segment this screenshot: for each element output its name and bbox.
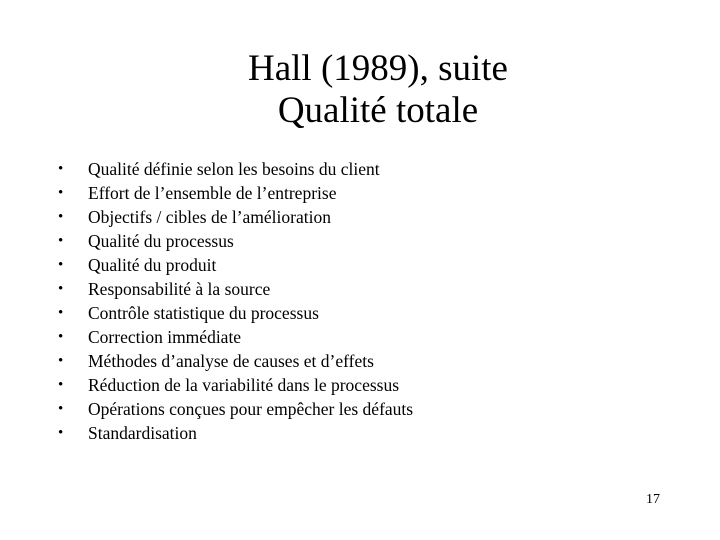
slide-title <box>0 48 720 132</box>
bullet-text: Qualité du processus <box>88 231 234 251</box>
bullet-text: Réduction de la variabilité dans le processus <box>88 375 400 395</box>
bullet-icon: • <box>58 185 64 201</box>
bullet-text: Qualité définie selon les besoins du client <box>88 159 380 179</box>
title-line-2: Qualité totale <box>277 90 479 131</box>
bullet-icon: • <box>58 401 64 417</box>
bullet-text: Correction immédiate <box>88 327 242 347</box>
bullet-icon: • <box>58 233 64 249</box>
bullet-icon: • <box>58 209 64 225</box>
bullet-icon: • <box>58 305 64 321</box>
bullet-icon: • <box>58 377 64 393</box>
bullet-icon: • <box>58 281 64 297</box>
bullet-icon: • <box>58 353 64 369</box>
bullet-text: Standardisation <box>88 423 197 443</box>
bullet-text: Contrôle statistique du processus <box>88 303 319 323</box>
bullet-icon: • <box>58 257 64 273</box>
bullet-text: Opérations conçues pour empêcher les défauts <box>88 399 414 419</box>
bullet-text: Qualité du produit <box>88 255 217 275</box>
page-number: 17 <box>646 492 660 507</box>
title-line-1: Hall (1989), suite <box>248 48 508 89</box>
bullet-icon: • <box>58 329 64 345</box>
bullet-text: Méthodes d’analyse de causes et d’effets <box>88 351 374 371</box>
bullet-text: Responsabilité à la source <box>88 279 271 299</box>
bullet-icon: • <box>58 425 64 441</box>
bullet-text: Effort de l’ensemble de l’entreprise <box>88 183 337 203</box>
bullet-icon: • <box>58 161 64 177</box>
bullet-text: Objectifs / cibles de l’amélioration <box>88 207 331 227</box>
